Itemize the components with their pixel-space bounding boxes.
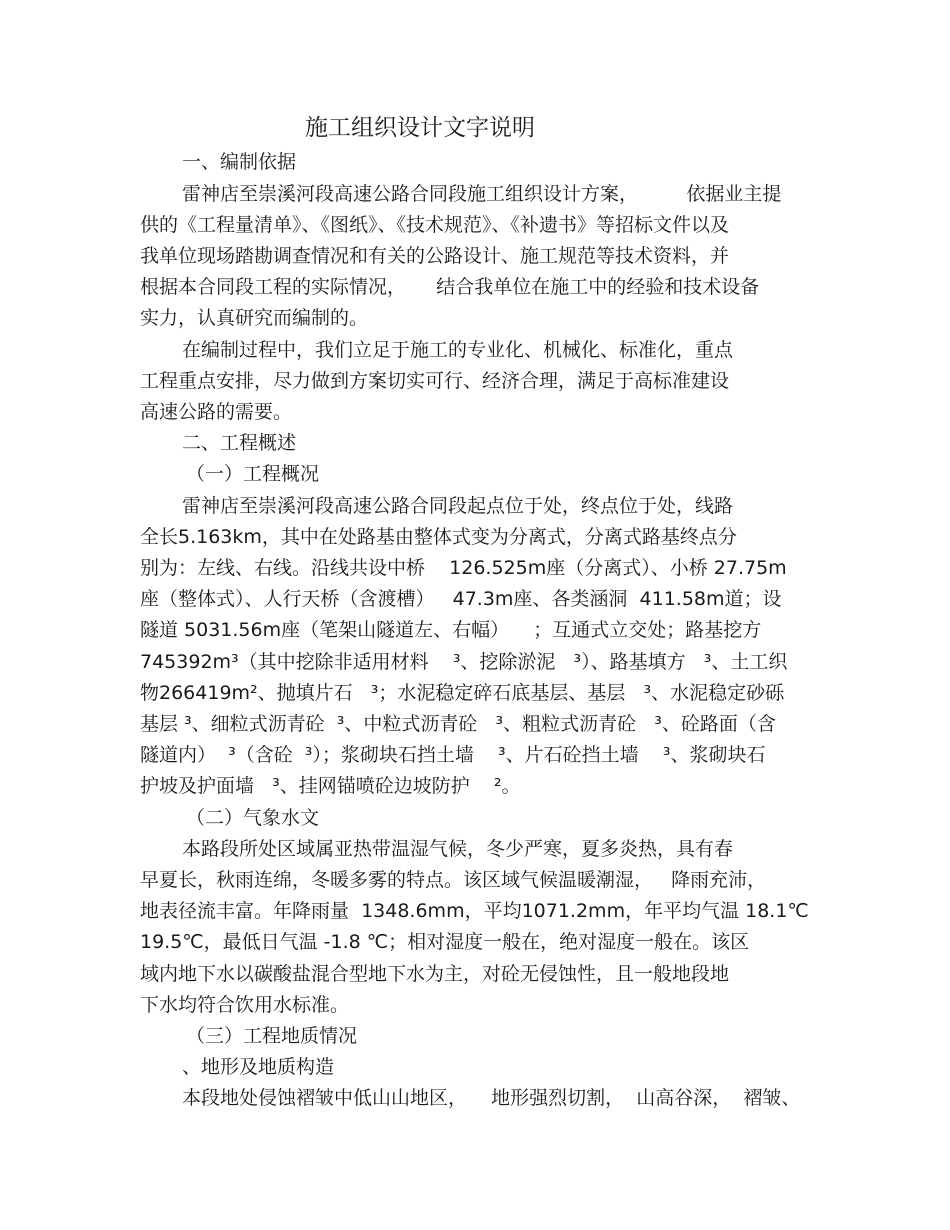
paragraph-line: 域内地下水以碳酸盐混合型地下水为主，对砼无侵蚀性，且一般地段地 [140, 963, 730, 985]
paragraph-line: 19.5℃，最低日气温 -1.8 ℃；相对湿度一般在，绝对湿度一般在。该区 [140, 931, 750, 953]
paragraph-line: 地表径流丰富。年降雨量 1348.6mm，平均1071.2mm，年平均气温 18.1℃ [140, 900, 809, 922]
paragraph-line: 护坡及护面墙 ³、挂网锚喷砼边坡防护 ²。 [140, 775, 521, 797]
paragraph-line: 实力，认真研究而编制的。 [140, 307, 369, 329]
paragraph-line: 基层 ³、细粒式沥青砼 ³、中粒式沥青砼 ³、粗粒式沥青砼 ³、砼路面（含 [140, 713, 776, 735]
paragraph-line: 本路段所处区域属亚热带温湿气候，冬少严寒，夏多炎热，具有春 [182, 838, 734, 860]
paragraph-line: 我单位现场踏勘调查情况和有关的公路设计、施工规范等技术资料，并 [140, 245, 730, 267]
paragraph-line: 本段地处侵蚀褶皱中低山山地区， 地形强烈切割， 山高谷深， 褶皱、 [182, 1087, 801, 1109]
paragraph-line: 座（整体式）、人行天桥（含渡槽） 47.3m座、各类涵洞 411.58m道；设 [140, 588, 782, 610]
subsection-heading: （一）工程概况 [186, 463, 320, 485]
paragraph-line: 高速公路的需要。 [140, 401, 293, 423]
paragraph-line: 一、编制依据 [182, 151, 297, 173]
section-heading: 二、工程概述 [182, 432, 297, 454]
paragraph-line: 隧道 5031.56m座（笔架山隧道左、右幅） ；互通式立交处；路基挖方 [140, 619, 762, 641]
paragraph-line: 物266419m²、抛填片石 ³；水泥稳定碎石底基层、基层 ³、水泥稳定砂砾 [140, 682, 785, 704]
paragraph-line: 隧道内） ³（含砼 ³）；浆砌块石挡土墙 ³、片石砼挡土墙 ³、浆砌块石 [140, 744, 766, 766]
paragraph-line: 在编制过程中，我们立足于施工的专业化、机械化、标准化，重点 [182, 339, 734, 361]
paragraph-line: 早夏长，秋雨连绵，冬暖多雾的特点。该区域气候温暖潮湿， 降雨充沛， [140, 869, 767, 891]
paragraph-line: 雷神店至崇溪河段高速公路合同段施工组织设计方案， 依据业主提 [182, 183, 782, 205]
paragraph-line: 别为：左线、右线。沿线共设中桥 126.525m座（分离式）、小桥 27.75m [140, 557, 787, 579]
paragraph-line: 下水均符合饮用水标准。 [140, 994, 350, 1016]
subsection-heading: （二）气象水文 [186, 807, 320, 829]
paragraph-line: 雷神店至崇溪河段高速公路合同段起点位于处，终点位于处，线路 [182, 495, 734, 517]
paragraph-line: 全长5.163km，其中在处路基由整体式变为分离式，分离式路基终点分 [140, 526, 737, 548]
paragraph-line: 、地形及地质构造 [182, 1056, 335, 1078]
paragraph-line: 供的《工程量清单》、《图纸》、《技术规范》、《补遗书》等招标文件以及 [140, 214, 730, 236]
subsection-heading: （三）工程地质情况 [186, 1025, 358, 1047]
document-title: 施工组织设计文字说明 [305, 115, 535, 141]
paragraph-line: 工程重点安排，尽力做到方案切实可行、经济合理，满足于高标准建设 [140, 370, 730, 392]
paragraph-line: 745392m³（其中挖除非适用材料 ³、挖除淤泥 ³）、路基填方 ³、土工织 [140, 651, 788, 673]
paragraph-line: 根据本合同段工程的实际情况， 结合我单位在施工中的经验和技术设备 [140, 276, 760, 298]
